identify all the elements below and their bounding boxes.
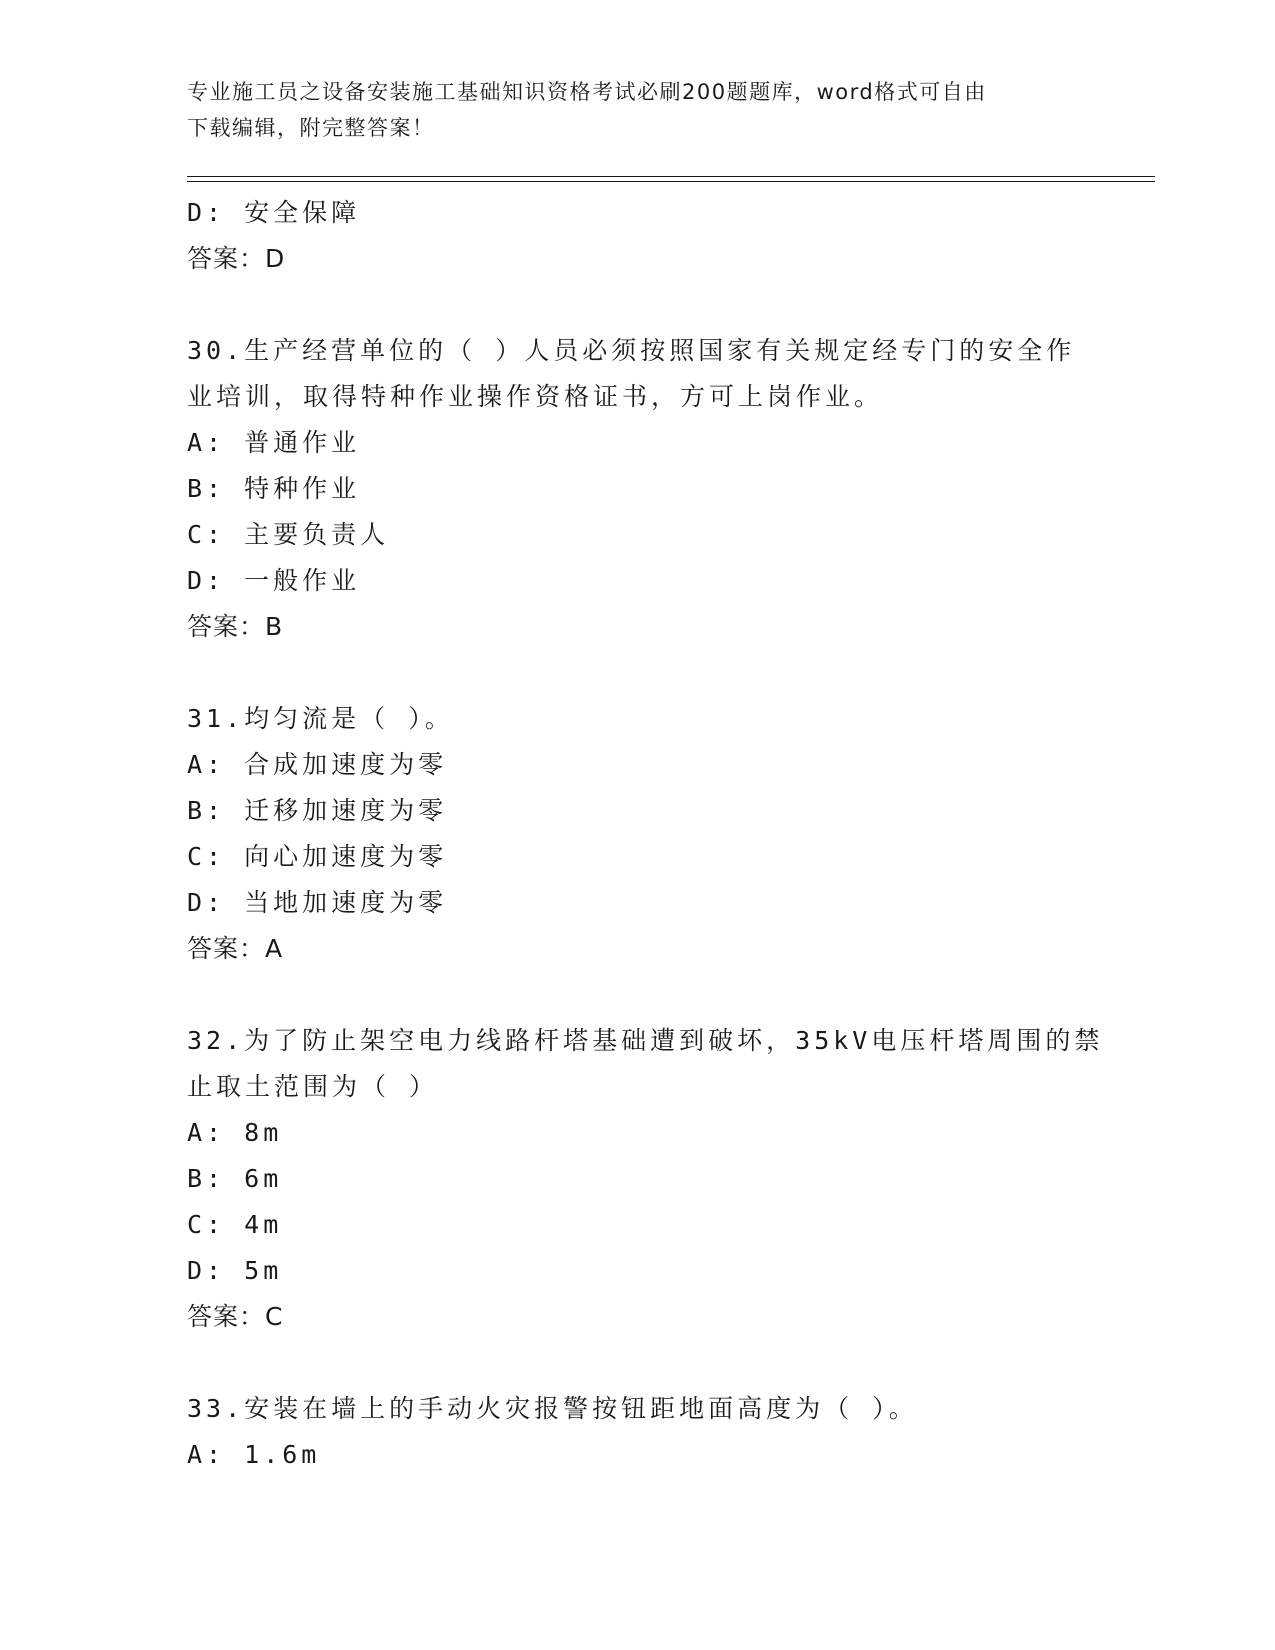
question-30-answer: 答案：B <box>187 612 284 641</box>
prev-answer: 答案：D <box>187 244 286 273</box>
question-31 <box>187 696 1107 972</box>
question-31-answer: 答案：A <box>187 934 284 963</box>
question-30-option-c: C: 主要负责人 <box>187 520 390 549</box>
question-32-option-d: D: 5m <box>187 1256 283 1285</box>
question-30-option-a: A: 普通作业 <box>187 428 361 457</box>
document-header <box>187 74 1087 146</box>
question-32-option-a: A: 8m <box>187 1118 283 1147</box>
question-33-text-1: 33.安装在墙上的手动火灾报警按钮距地面高度为（ ）。 <box>187 1394 918 1423</box>
header-line-1: 专业施工员之设备安装施工基础知识资格考试必刷200题题库，word格式可自由 <box>187 80 987 104</box>
question-31-text-1: 31.均匀流是（ ）。 <box>187 704 454 733</box>
question-32-text-1: 32.为了防止架空电力线路杆塔基础遭到破坏，35kV电压杆塔周围的禁 <box>187 1026 1104 1055</box>
question-32-answer: 答案：C <box>187 1302 284 1331</box>
question-31-option-b: B: 迁移加速度为零 <box>187 796 448 825</box>
question-list <box>187 190 1107 1478</box>
question-30-text-2: 业培训，取得特种作业操作资格证书，方可上岗作业。 <box>187 382 884 411</box>
header-line-2: 下载编辑，附完整答案！ <box>187 116 435 140</box>
question-32-option-c: C: 4m <box>187 1210 283 1239</box>
question-32-option-b: B: 6m <box>187 1164 283 1193</box>
header-divider-bottom <box>187 181 1155 182</box>
question-31-option-a: A: 合成加速度为零 <box>187 750 448 779</box>
question-33 <box>187 1386 1107 1478</box>
header-divider-top <box>187 176 1155 177</box>
question-33-option-a: A: 1.6m <box>187 1440 321 1469</box>
question-31-option-c: C: 向心加速度为零 <box>187 842 448 871</box>
question-30-text-1: 30.生产经营单位的（ ）人员必须按照国家有关规定经专门的安全作 <box>187 336 1076 365</box>
prev-option-d: D: 安全保障 <box>187 198 361 227</box>
question-31-option-d: D: 当地加速度为零 <box>187 888 448 917</box>
question-30-option-b: B: 特种作业 <box>187 474 361 503</box>
question-32 <box>187 1018 1107 1340</box>
question-32-text-2: 止取土范围为（ ） <box>187 1072 439 1101</box>
question-30-option-d: D: 一般作业 <box>187 566 361 595</box>
question-30 <box>187 328 1107 650</box>
